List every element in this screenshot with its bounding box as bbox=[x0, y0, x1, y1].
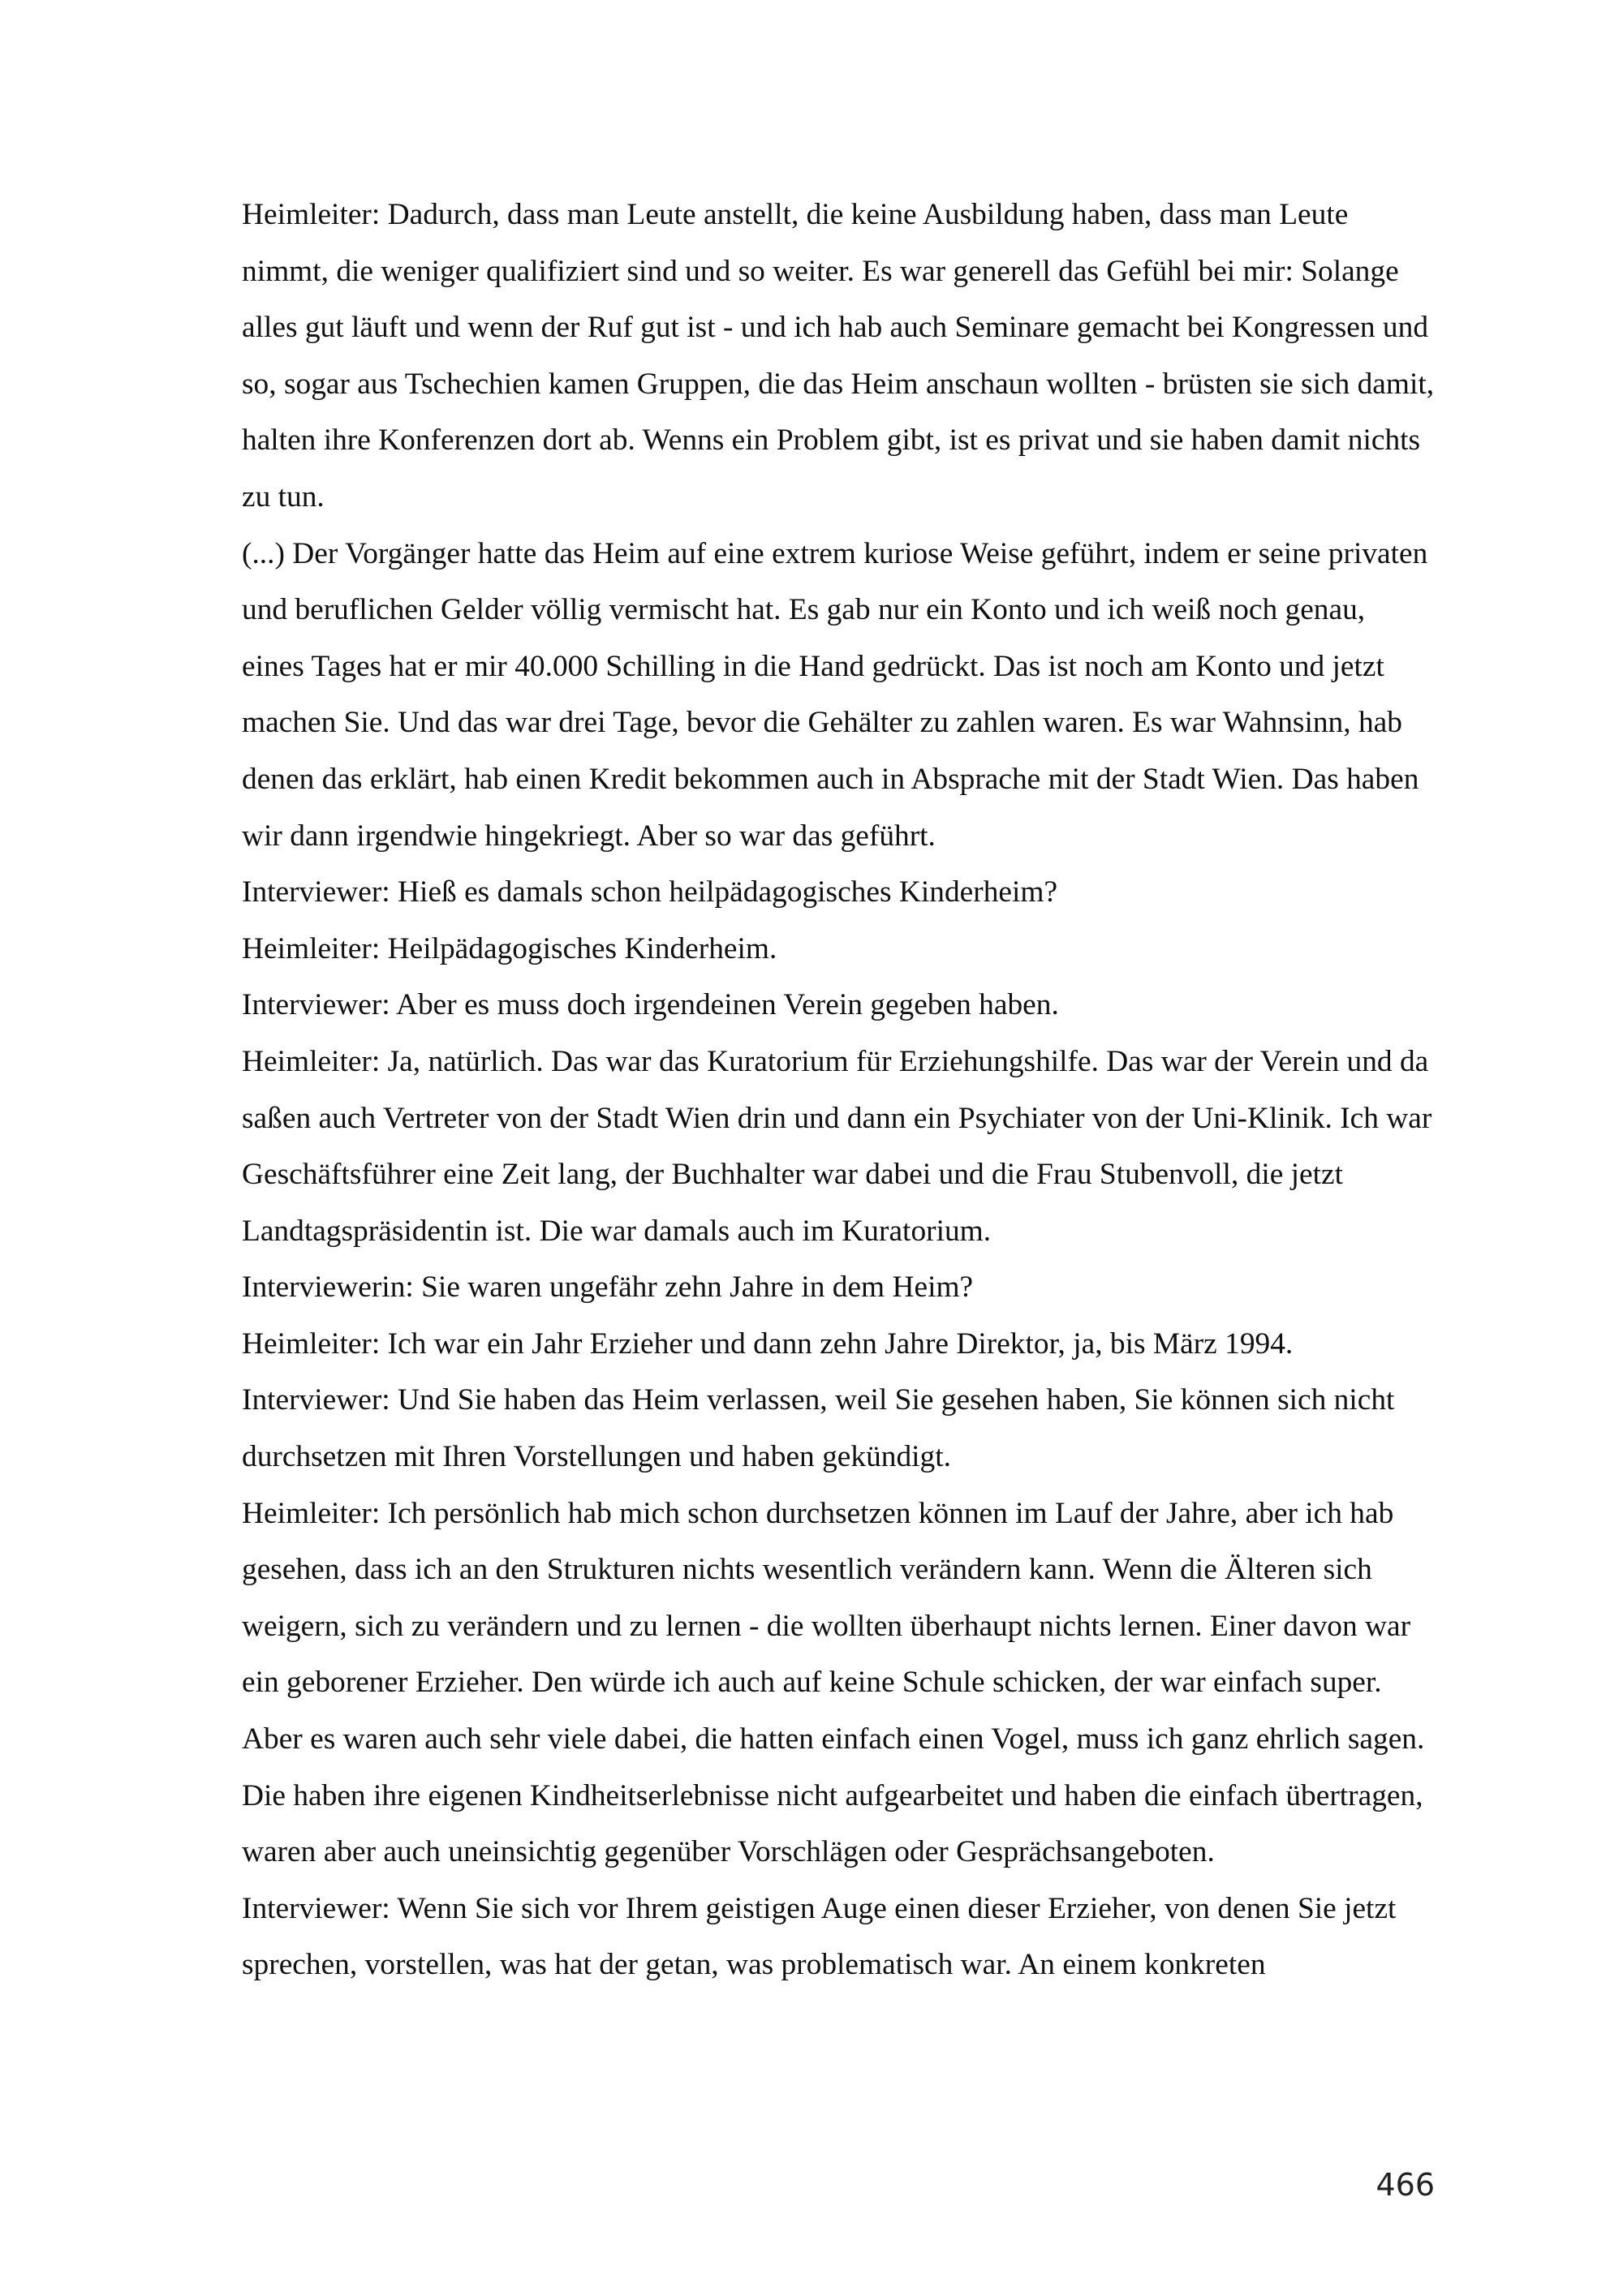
page-number: 466 bbox=[1375, 2167, 1435, 2203]
paragraph: Heimleiter: Ich war ein Jahr Erzieher und dann zehn Jahre Direktor, ja, bis März 1994. bbox=[242, 1326, 1294, 1361]
paragraph: Interviewerin: Sie waren ungefähr zehn Jahre in dem Heim? bbox=[242, 1271, 974, 1305]
paragraph: Heimleiter: Dadurch, dass man Leute anstellt, die keine Ausbildung haben, dass man Leute nimmt, die weniger qualifiziert sind und so weiter. Es war generell das Gefühl bei mir: Solange alles gut läuft und wenn der Ruf gut ist - und ich hab auch Seminare gemacht bei Kongressen und so, sogar aus Tschechien kamen Gruppen, die das Heim anschaun wollten - brüsten sie sich damit, halten ihre Konferenzen dort ab. Wenns ein Problem gibt, ist es privat und sie haben damit nichts zu tun. bbox=[242, 198, 1435, 514]
paragraph: Heimleiter: Ja, natürlich. Das war das Kuratorium für Erziehungshilfe. Das war der Verein und da saßen auch Vertreter von der Stadt Wien drin und dann ein Psychiater von der Uni-Klinik. Ich war Geschäftsführer eine Zeit lang, der Buchhalter war dabei und die Frau Stubenvoll, die jetzt Landtagspräsidentin ist. Die war damals auch im Kuratorium. bbox=[242, 1044, 1432, 1248]
paragraph: Interviewer: Hieß es damals schon heilpädagogisches Kinderheim? bbox=[242, 875, 1058, 909]
document-body bbox=[242, 187, 1435, 1993]
paragraph: Heimleiter: Ich persönlich hab mich schon durchsetzen können im Lauf der Jahre, aber ich hab gesehen, dass ich an den Strukturen nichts wesentlich verändern kann. Wenn die Älteren sich weigern, sich zu verändern und zu lernen - die wollten überhaupt nichts lernen. Einer davon war ein geborener Erzieher. Den würde ich auch auf keine Schule schicken, der war einfach super. Aber es waren auch sehr viele dabei, die hatten einfach einen Vogel, muss ich ganz ehrlich sagen. Die haben ihre eigenen Kindheitserlebnisse nicht aufgearbeitet und haben die einfach übertragen, waren aber auch uneinsichtig gegenüber Vorschlägen oder Gesprächsangeboten. bbox=[242, 1496, 1425, 1869]
paragraph: Heimleiter: Heilpädagogisches Kinderheim. bbox=[242, 931, 777, 965]
paragraph: Interviewer: Und Sie haben das Heim verlassen, weil Sie gesehen haben, Sie können sich nicht durchsetzen mit Ihren Vorstellungen und haben gekündigt. bbox=[242, 1383, 1395, 1474]
paragraph: (...) Der Vorgänger hatte das Heim auf eine extrem kuriose Weise geführt, indem er seine privaten und beruflichen Gelder völlig vermischt hat. Es gab nur ein Konto und ich weiß noch genau, eines Tages hat er mir 40.000 Schilling in die Hand gedrückt. Das ist noch am Konto und jetzt machen Sie. Und das war drei Tage, bevor die Gehälter zu zahlen waren. Es war Wahnsinn, hab denen das erklärt, hab einen Kredit bekommen auch in Absprache mit der Stadt Wien. Das haben wir dann irgendwie hingekriegt. Aber so war das geführt. bbox=[242, 536, 1428, 853]
paragraph: Interviewer: Aber es muss doch irgendeinen Verein gegeben haben. bbox=[242, 988, 1059, 1022]
paragraph: Interviewer: Wenn Sie sich vor Ihrem geistigen Auge einen dieser Erzieher, von denen Sie jetzt sprechen, vorstellen, was hat der getan, was problematisch war. An einem konkreten bbox=[242, 1891, 1397, 1982]
